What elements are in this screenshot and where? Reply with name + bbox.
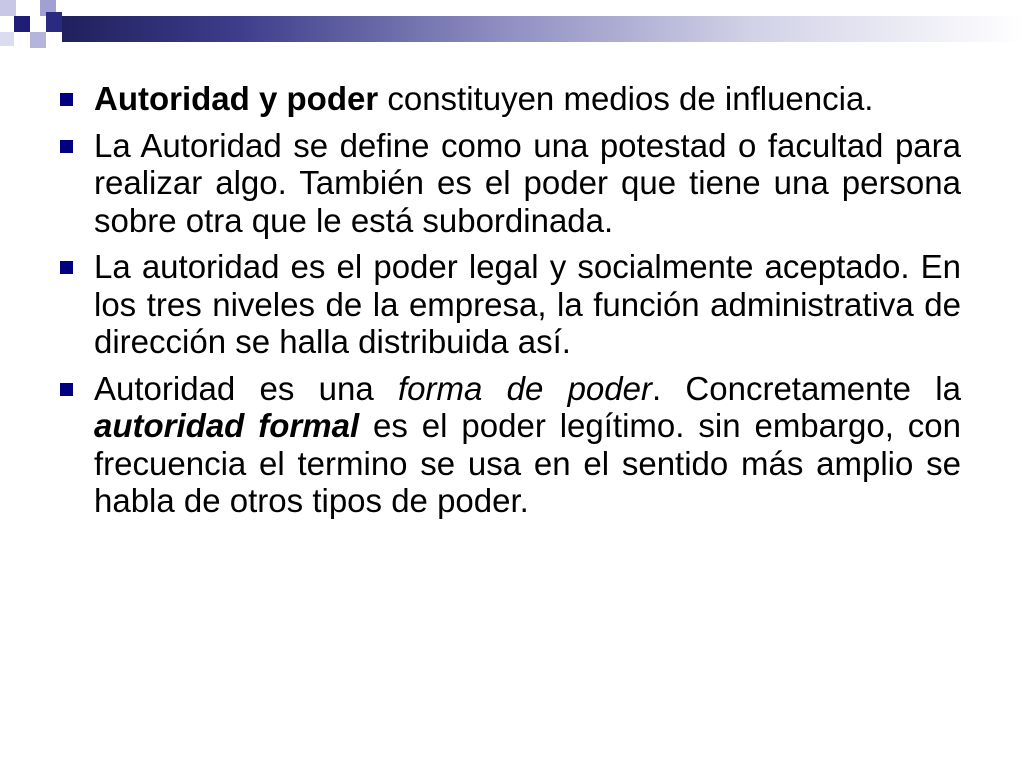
bullet-item — [58, 370, 961, 520]
bullet-item — [58, 248, 961, 361]
slide-header-decoration — [0, 0, 1024, 60]
decor-square — [46, 12, 62, 32]
decor-square — [14, 16, 30, 32]
square-bullet-icon — [60, 261, 73, 274]
bullet-text: La autoridad es el poder legal y socialmente aceptado. En los tres niveles de la empresa, la función administrativa de dirección se halla distribuida así. — [94, 248, 961, 360]
decor-square — [30, 32, 46, 48]
bullet-item — [58, 127, 961, 240]
bullet-text: La Autoridad se define como una potestad o facultad para realizar algo. También es el poder que tiene una persona sobre otra que le está subordinada. — [94, 126, 961, 239]
decor-square — [0, 0, 16, 16]
header-gradient-bar — [62, 16, 1024, 42]
bullet-text: constituyen medios de influencia. — [378, 80, 874, 117]
bullet-item — [58, 80, 961, 118]
bullet-list — [58, 80, 961, 529]
bullet-text: . Concretamente la — [651, 369, 961, 407]
square-bullet-icon — [60, 383, 73, 396]
decor-square — [0, 32, 14, 46]
square-bullet-icon — [60, 93, 73, 106]
bullet-text: es el poder legítimo. sin embargo, con frecuencia el termino se usa en el sentido más amplio se habla de otros tipos de poder. — [94, 407, 961, 519]
decor-square — [16, 0, 32, 16]
italic-phrase: forma de poder — [397, 369, 652, 407]
square-bullet-icon — [60, 140, 73, 153]
bold-italic-term: autoridad formal — [94, 407, 360, 444]
bold-term: Autoridad y poder — [94, 80, 379, 117]
bullet-text: Autoridad es una — [94, 369, 398, 407]
